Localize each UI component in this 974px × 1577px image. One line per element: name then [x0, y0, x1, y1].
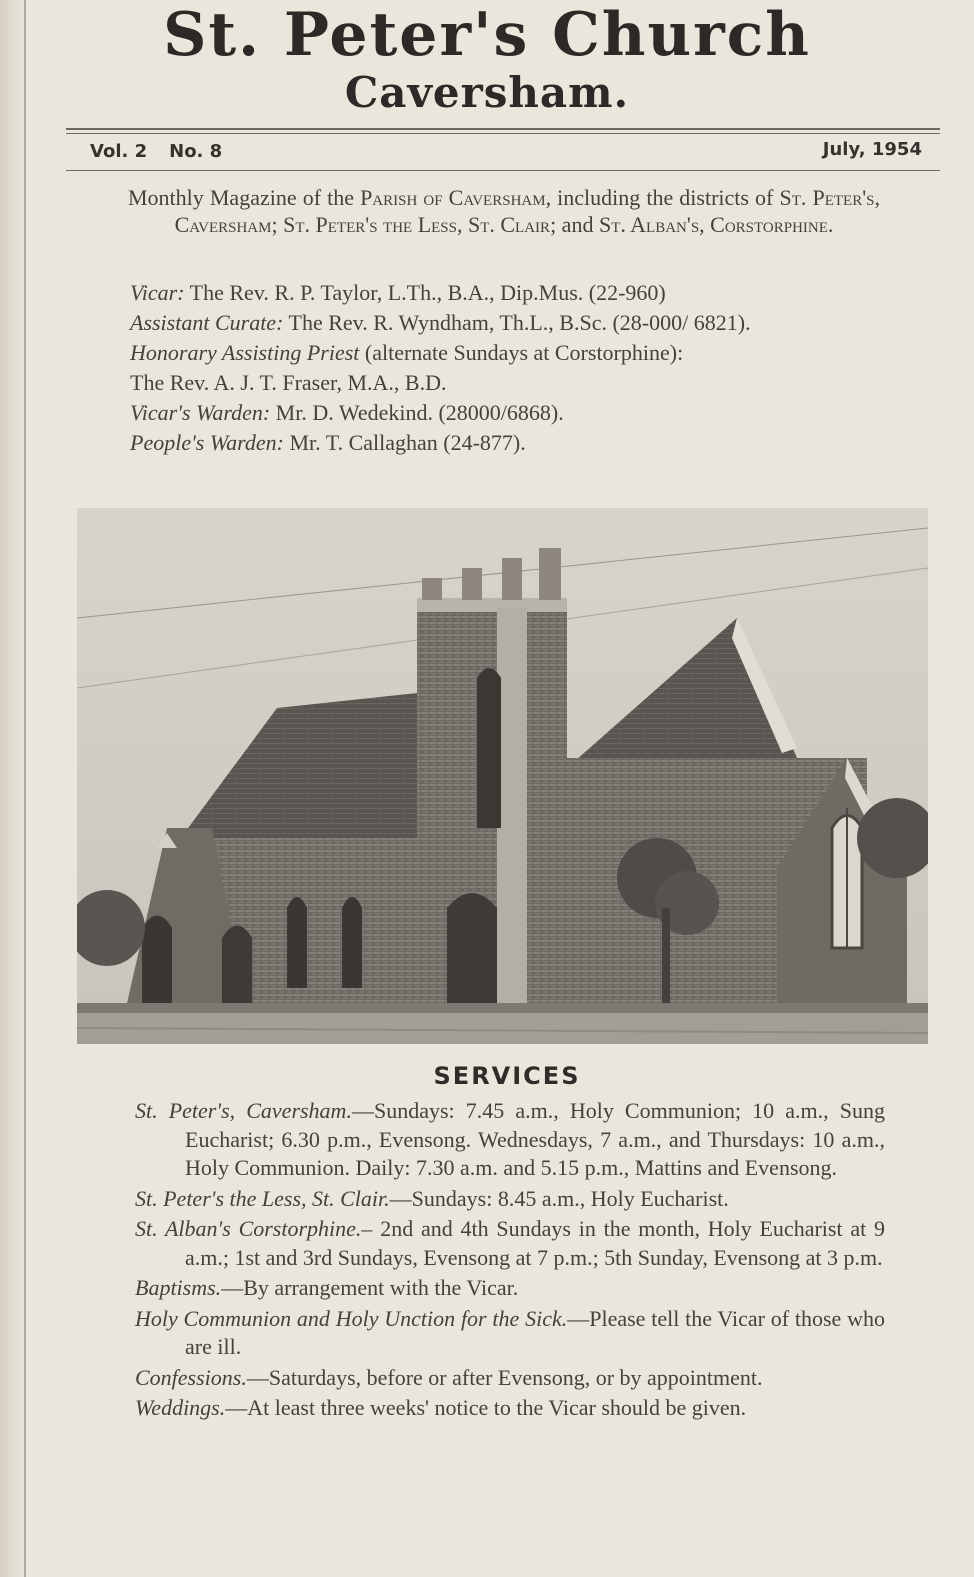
service-label: Confessions.: [135, 1364, 247, 1390]
staff-role: Assistant Curate:: [130, 310, 284, 335]
staff-entry: [130, 338, 880, 368]
masthead-subtitle: Caversham.: [344, 68, 630, 117]
intro-sep-1: ;: [271, 212, 284, 237]
service-text: – 2nd and 4th Sundays in the month, Holy Eucharist at 9 a.m.; 1st and 3rd Sundays, Evensong at 7 p.m.; 5th Sunday, Evensong at 3 p.m.: [185, 1216, 885, 1270]
service-label: Holy Communion and Holy Unction for the Sick.: [135, 1305, 568, 1331]
service-text: —Sundays: 7.45 a.m., Holy Communion; 10 a.m., Sung Eucharist; 6.30 p.m., Evensong. Wednesdays, 7 a.m., and Thursdays: 10 a.m., Holy Communion. Daily: 7.30 a.m. and 5.15 p.m., Mattins and Evensong.: [185, 1098, 885, 1180]
issue-date: July, 1954: [822, 139, 922, 160]
issue-volume: Vol. 2: [90, 141, 148, 162]
service-entry: [135, 1394, 885, 1423]
staff-detail: (alternate Sundays at Corstorphine):: [359, 340, 684, 365]
church-photograph: [77, 508, 928, 1044]
issue-bottom-rule: [66, 170, 940, 171]
staff-entry: [130, 278, 880, 308]
staff-detail: Mr. T. Callaghan (24-877).: [284, 430, 526, 455]
church-illustration: [77, 508, 928, 1044]
intro-lead: Monthly Magazine of the: [128, 185, 361, 210]
issue-volume-number: [90, 141, 244, 162]
intro-district-3: St. Alban's, Corstorphine: [598, 212, 828, 237]
intro-district-1: St. Peter's, Caversham: [174, 185, 881, 237]
service-label: Weddings.: [135, 1395, 226, 1420]
intro-district-2: St. Peter's the Less, St. Clair: [283, 212, 551, 237]
top-rule-thin: [66, 133, 940, 134]
staff-detail: Mr. D. Wedekind. (28000/6868).: [270, 400, 564, 425]
staff-entry: [130, 308, 880, 338]
intro-end: .: [827, 212, 834, 237]
issue-number: No. 8: [169, 141, 223, 162]
service-entry: [135, 1215, 885, 1272]
clergy-and-wardens-list: [130, 278, 880, 458]
intro-mid: , including the districts of: [545, 185, 780, 210]
staff-entry: [130, 398, 880, 428]
service-entry: [135, 1274, 885, 1303]
intro-parish: Parish of Caversham: [360, 185, 546, 210]
magazine-description: [128, 184, 880, 238]
service-entry: [135, 1185, 885, 1214]
staff-detail: The Rev. R. P. Taylor, L.Th., B.A., Dip.Mus. (22-960): [184, 280, 666, 305]
service-text: —Saturdays, before or after Evensong, or by appointment.: [246, 1364, 763, 1390]
service-label: St. Peter's, Caversham.: [135, 1098, 352, 1123]
staff-role: Honorary Assisting Priest: [130, 340, 360, 365]
service-label: St. Alban's Corstorphine.: [135, 1216, 362, 1241]
staff-entry: [130, 368, 880, 398]
staff-role: People's Warden:: [130, 430, 284, 455]
service-entry: [135, 1305, 885, 1362]
intro-sep-2: ; and: [550, 212, 599, 237]
services-list: [135, 1097, 885, 1425]
services-heading: SERVICES: [433, 1062, 581, 1090]
service-text: —By arrangement with the Vicar.: [221, 1275, 519, 1300]
service-text: —Sundays: 8.45 a.m., Holy Eucharist.: [389, 1185, 729, 1211]
service-entry: [135, 1364, 885, 1393]
staff-entry: [130, 428, 880, 458]
staff-role: Vicar's Warden:: [130, 400, 271, 425]
service-label: St. Peter's the Less, St. Clair.: [135, 1185, 390, 1211]
staff-detail: The Rev. R. Wyndham, Th.L., B.Sc. (28-000/ 6821).: [283, 310, 751, 335]
service-text: —At least three weeks' notice to the Vicar should be given.: [225, 1395, 747, 1420]
service-label: Baptisms.: [135, 1275, 222, 1300]
staff-role: Vicar:: [130, 280, 185, 305]
service-text: —Please tell the Vicar of those who are ill.: [185, 1305, 885, 1359]
staff-detail: The Rev. A. J. T. Fraser, M.A., B.D.: [130, 370, 447, 395]
service-entry: [135, 1097, 885, 1183]
masthead-title: St. Peter's Church: [163, 0, 811, 70]
top-rule-thick: [66, 128, 940, 130]
